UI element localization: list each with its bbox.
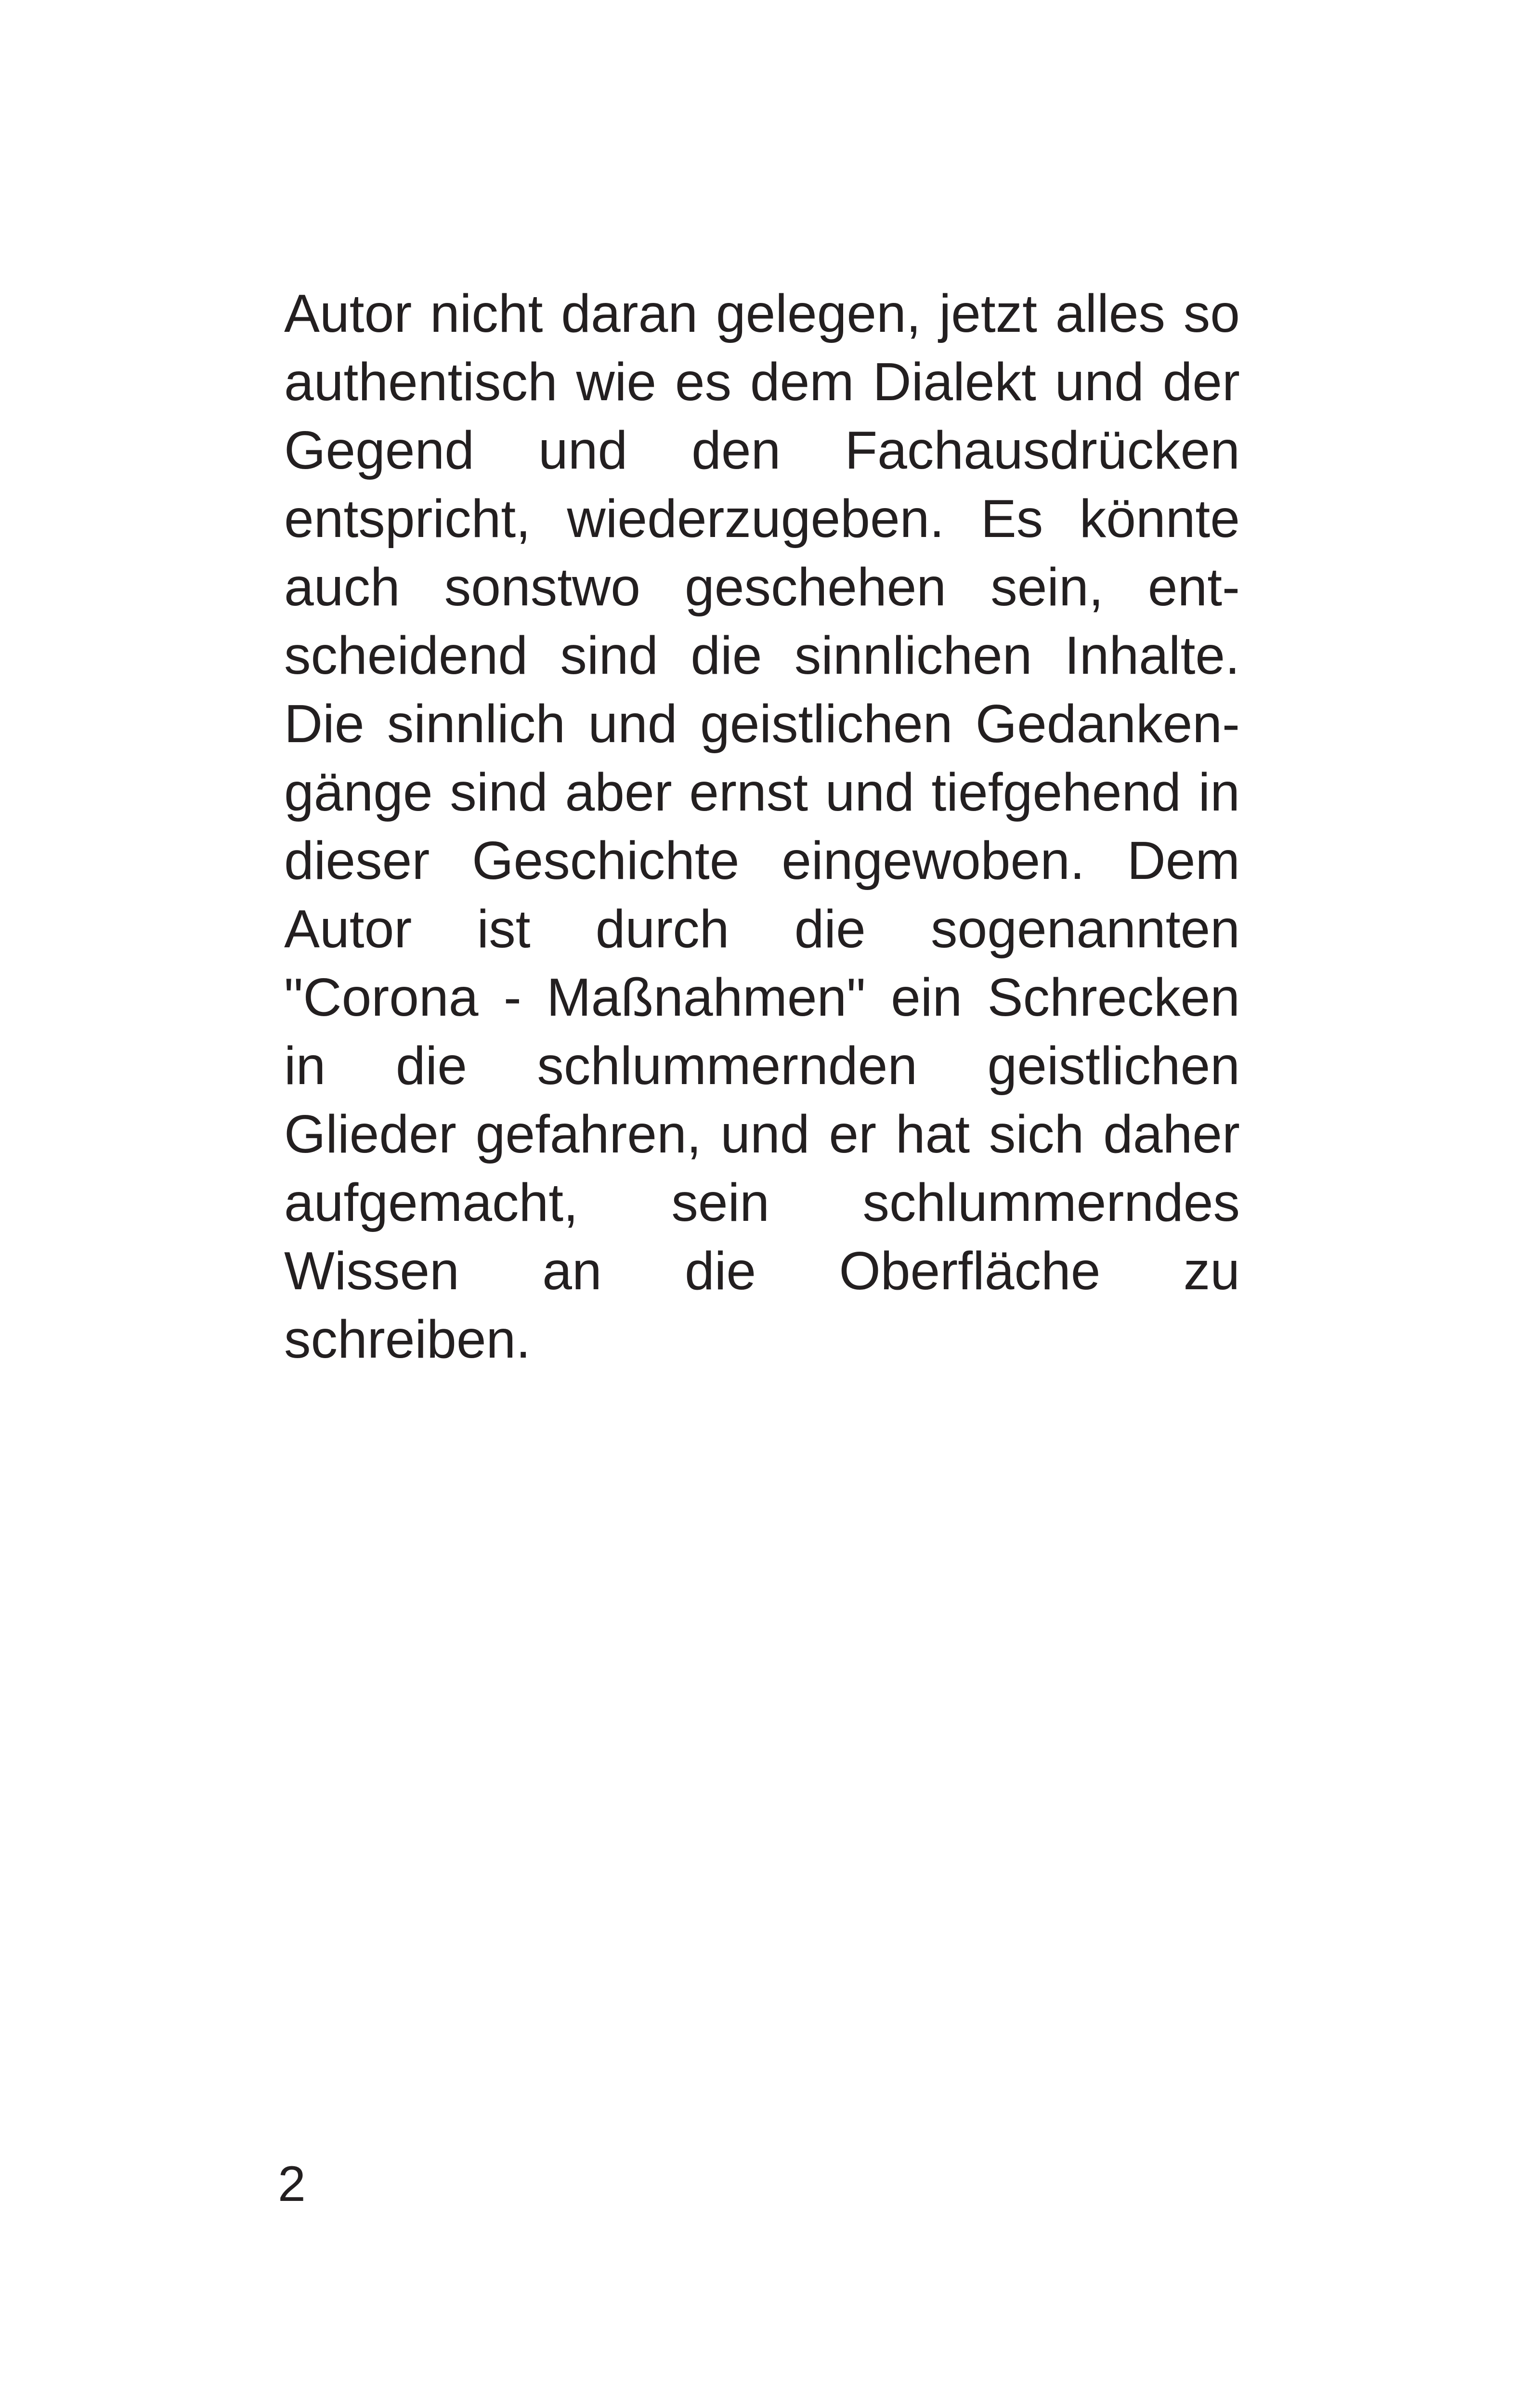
text-line: schreiben. [284,1309,531,1369]
text-line: authentisch wie es dem Dialekt und der [284,352,1240,412]
text-line: auch sonstwo geschehen sein, ent- [284,557,1240,617]
text-line: Autor nicht daran gelegen, jetzt alles so [284,284,1240,343]
text-line: scheidend sind die sinnlichen Inhalte. [284,626,1240,685]
body-text [284,279,1240,1374]
text-line: Glieder gefahren, und er hat sich daher [284,1104,1240,1164]
page-number: 2 [278,2156,306,2212]
text-line: "Corona - Maßnahmen" ein Schrecken [284,968,1240,1027]
text-line: Autor ist durch die sogenannten [284,899,1240,959]
text-line: in die schlummernden geistlichen [284,1036,1240,1096]
text-line: dieser Geschichte eingewoben. Dem [284,831,1240,890]
text-line: Wissen an die Oberfläche zu [284,1241,1240,1301]
text-line: entspricht, wiederzugeben. Es könnte [284,489,1240,549]
text-line: Die sinnlich und geistlichen Gedanken- [284,694,1240,754]
text-line: aufgemacht, sein schlummerndes [284,1173,1240,1232]
text-line: Gegend und den Fachausdrücken [284,420,1240,480]
text-line: gänge sind aber ernst und tiefgehend in [284,762,1240,822]
